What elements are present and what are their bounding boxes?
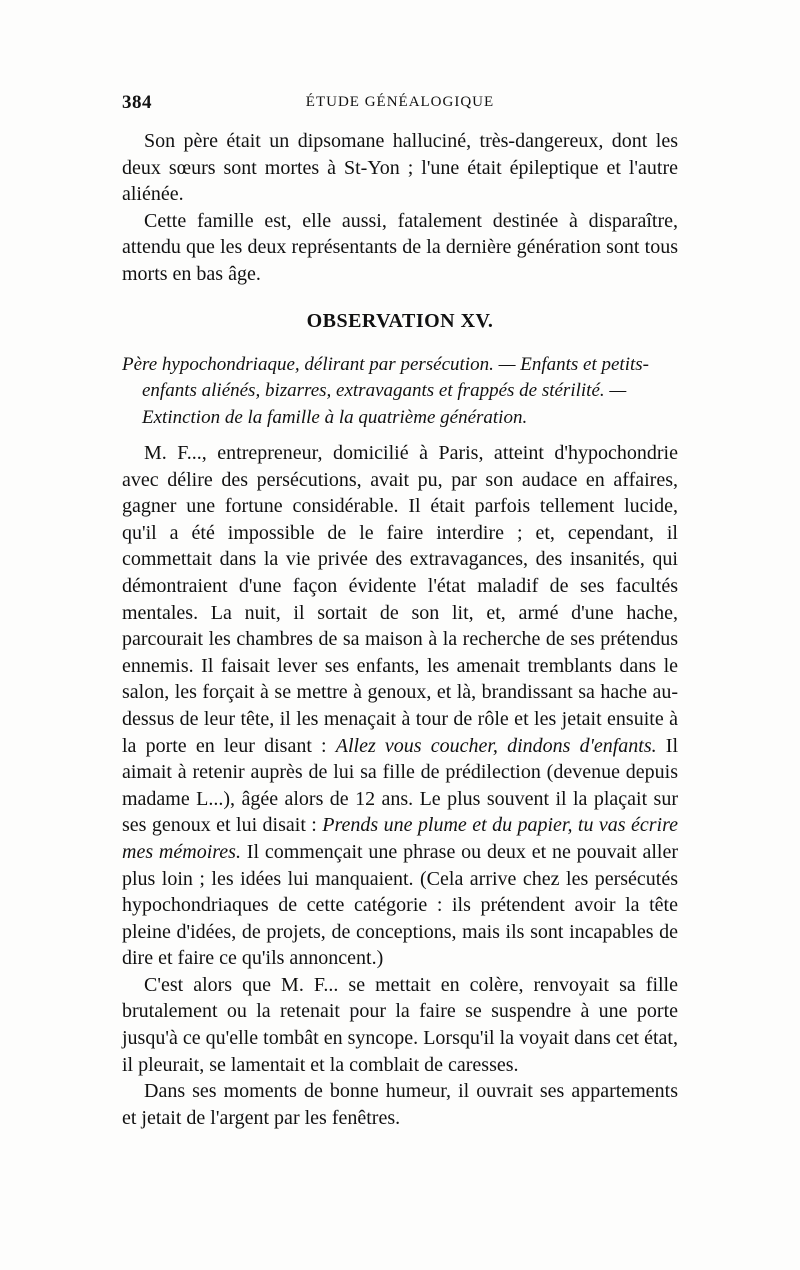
quote-prends-une-plume: Prends une plume et du papier, tu vas écrire mes mémoires.	[122, 814, 678, 863]
text-run: M. F..., entrepreneur, domicilié à Paris, atteint d'hypochondrie avec délire des persécutions, avait pu, par son audace en affaires, gagner une fortune considérable. Il était parfois tellement lucide, qu'il a été impossible de le faire interdire ; et, cependant, il commettait dans la vie privée des extravagances, des insanités, qui démontraient d'une façon évidente l'état maladif de ses facultés mentales. La nuit, il sortait de son lit, et, armé d'une hache, parcourait les chambres de sa maison à la recherche de ses prétendus ennemis. Il faisait lever ses enfants, les amenait tremblants dans le salon, les forçait à se mettre à genoux, et là, brandissant sa hache au-dessus de leur tête, il les menaçait à tour de rôle et les jetait ensuite à la porte en leur disant :	[122, 442, 678, 757]
paragraph-father: Son père était un dipsomane halluciné, très-dangereux, dont les deux sœurs sont mortes à St-Yon ; l'une était épileptique et l'autre aliénée.	[122, 130, 678, 206]
section-heading: OBSERVATION XV.	[306, 310, 494, 332]
quote-allez-vous-coucher: Allez vous coucher, dindons d'enfants.	[335, 734, 657, 757]
page-number: 384	[122, 92, 152, 113]
running-title: ÉTUDE GÉNÉALOGIQUE	[305, 94, 495, 110]
summary-line: Extinction de la famille à la quatrième génération.	[142, 406, 528, 428]
intro-text	[122, 128, 678, 288]
observation-body	[122, 440, 678, 1131]
summary-line: enfants aliénés, bizarres, extravagants et frappés de stérilité. —	[142, 380, 627, 402]
paragraph-case-description	[122, 440, 678, 972]
paragraph-good-mood: Dans ses moments de bonne humeur, il ouvrait ses appartements et jetait de l'argent par les fenêtres.	[122, 1080, 678, 1129]
text-run: Il aimait à retenir auprès de lui sa fille de prédilection (devenue depuis madame L...), âgée alors de 12 ans. Le plus souvent il la plaçait sur ses genoux et lui disait :	[122, 734, 678, 837]
text-run: Il commençait une phrase ou deux et ne pouvait aller plus loin ; les idées lui manquaient. (Cela arrive chez les persécutés hypochondriaques de cette catégorie : ils prétendent avoir la tête pleine d'idées, de projets, de conceptions, mais ils sont incapables de dire et faire ce qu'ils annoncent.)	[122, 840, 679, 970]
paragraph-family: Cette famille est, elle aussi, fatalement destinée à disparaître, attendu que les deux représentants de la dernière génération sont tous morts en bas âge.	[122, 209, 678, 285]
paragraph-anger: C'est alors que M. F... se mettait en colère, renvoyait sa fille brutalement ou la retenait pour la faire se suspendre à une porte jusqu'à ce qu'elle tombât en syncope. Lorsqu'il la voyait dans cet état, il pleurait, se lamentait et la comblait de caresses.	[122, 973, 678, 1076]
summary-line: Père hypochondriaque, délirant par persécution. — Enfants et petits-	[122, 354, 649, 375]
section-summary	[122, 352, 678, 431]
page-header	[122, 92, 678, 118]
